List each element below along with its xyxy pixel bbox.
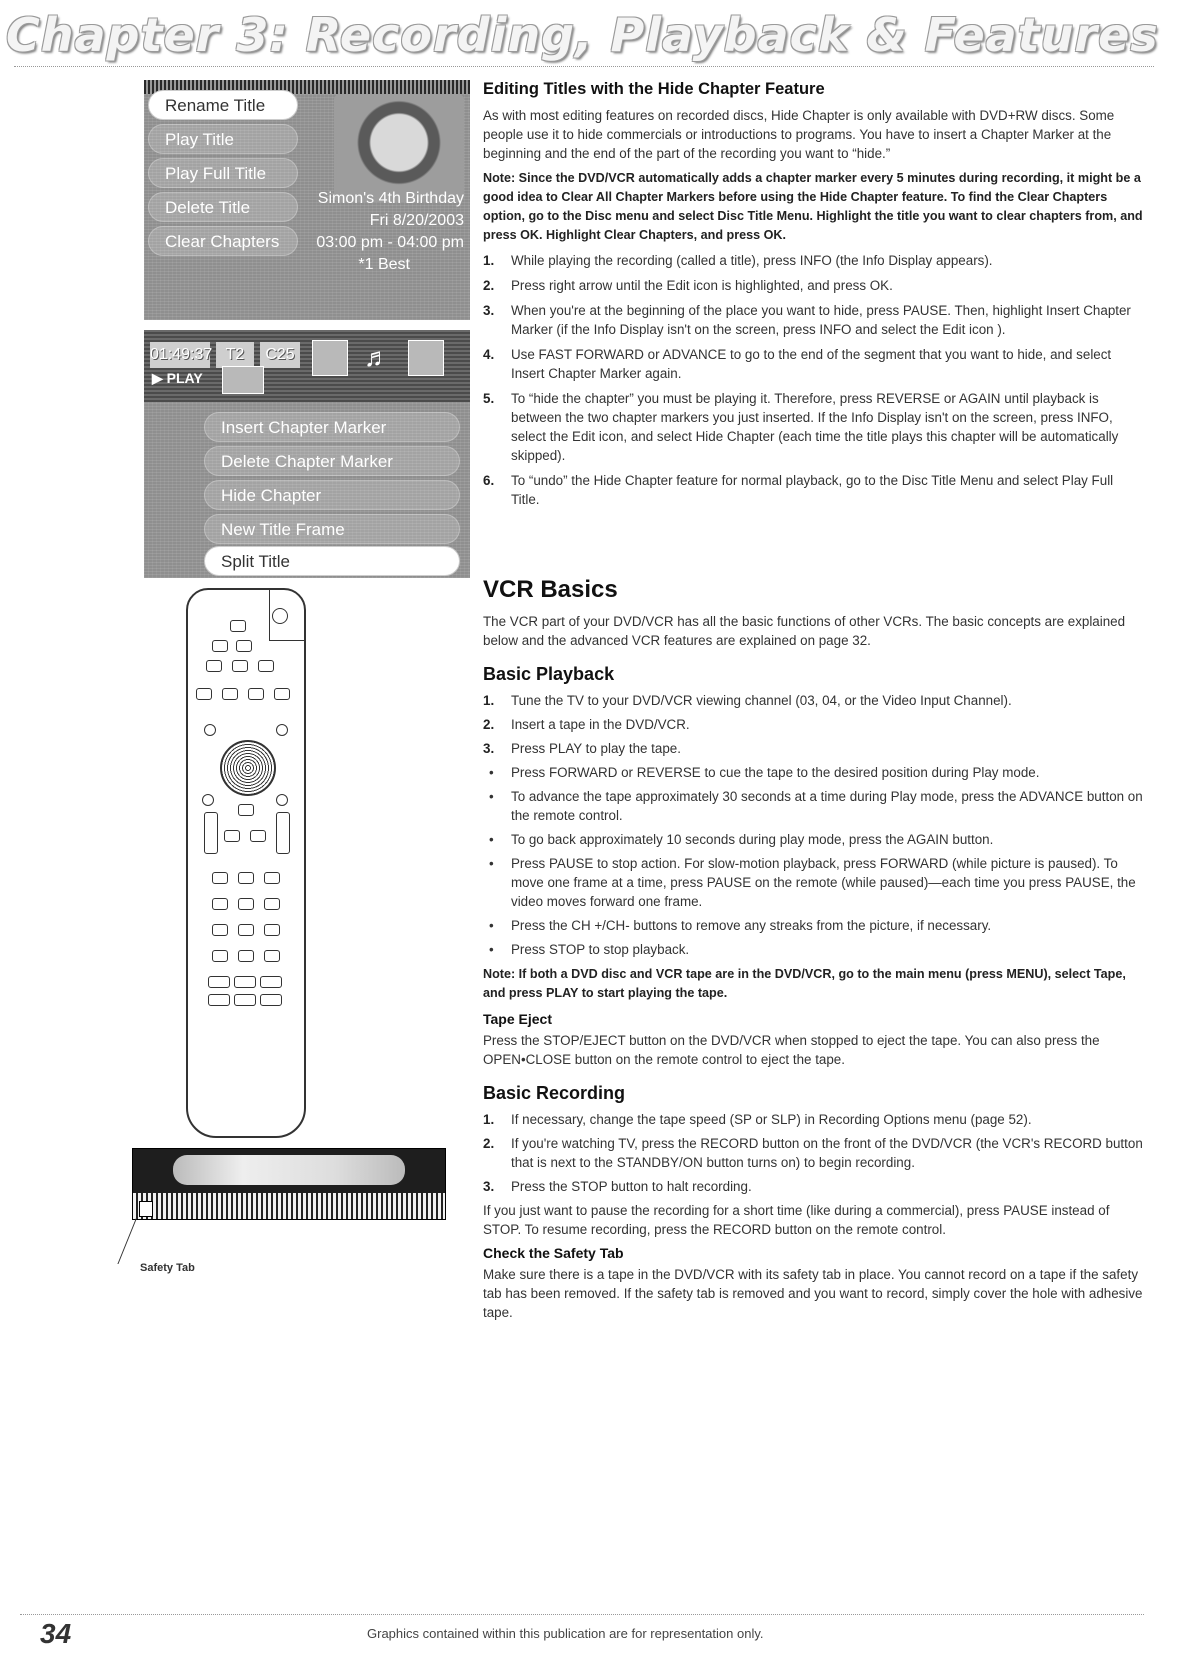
step-text: While playing the recording (called a title), press INFO (the Info Display appears). xyxy=(511,253,993,268)
list-item xyxy=(483,715,1145,734)
menu-delete-chapter-marker: Delete Chapter Marker xyxy=(204,446,460,476)
step-text: Tune the TV to your DVD/VCR viewing channel (03, 04, or the Video Input Channel). xyxy=(511,693,1012,708)
step-text: To “hide the chapter” you must be playing it. Therefore, press REVERSE or AGAIN until playback is between the two chapter markers you just inserted. If the Info Display isn't on the screen, press INFO, select the Edit icon, and select Hide Chapter (each time the title plays this chapter will be automatically skipped). xyxy=(511,391,1119,463)
editing-heading: Editing Titles with the Hide Chapter Feature xyxy=(483,80,825,98)
step-text: If necessary, change the tape speed (SP or SLP) in Recording Options menu (page 52). xyxy=(511,1112,1032,1127)
vhs-tape-illustration xyxy=(132,1148,446,1220)
title-name: Simon's 4th Birthday xyxy=(317,190,464,207)
list-item xyxy=(483,763,1145,782)
go-back-button xyxy=(250,830,266,842)
playback-note: Note: If both a DVD disc and VCR tape are in the DVD/VCR, go to the main menu (press MENU), select Tape, and press PLAY to start playing the tape. xyxy=(483,967,1126,1000)
playback-steps xyxy=(483,691,1145,758)
dpad-icon xyxy=(220,740,276,796)
analog-digital-button xyxy=(222,688,238,700)
volume-rocker xyxy=(204,812,218,854)
step-number: 2. xyxy=(483,1136,495,1151)
tv-icon xyxy=(312,340,348,376)
list-item xyxy=(483,1177,1145,1196)
bullet-icon: • xyxy=(489,789,494,804)
dvd-vcr-button xyxy=(212,640,228,652)
list-item xyxy=(483,854,1145,911)
clear-button xyxy=(204,724,216,736)
safety-text: Make sure there is a tape in the DVD/VCR with its safety tab in place. You cannot record on a tape if the safety tab has been removed. If the safety tab is removed and you want to record, simply cover the hole with adhesive tape. xyxy=(483,1267,1143,1320)
stop-button xyxy=(234,994,256,1006)
list-item xyxy=(483,691,1145,710)
safety-tab-pointer xyxy=(117,1218,157,1264)
vcr-basics-section xyxy=(483,576,1145,1322)
safety-tab-label: Safety Tab xyxy=(140,1262,195,1274)
vcr-heading: VCR Basics xyxy=(483,576,618,603)
bullet-icon: • xyxy=(489,832,494,847)
chapter-title: Chapter 3: Recording, Playback & Features xyxy=(6,8,1159,62)
remote-control-illustration xyxy=(186,588,306,1138)
step-number: 2. xyxy=(483,278,495,293)
bullet-icon: • xyxy=(489,856,494,871)
input-button xyxy=(212,950,228,962)
digit-8-button xyxy=(238,924,254,936)
portrait-image xyxy=(334,94,464,202)
step-number: 3. xyxy=(483,1179,495,1194)
tape-eject-text: Press the STOP/EJECT button on the DVD/VCR when stopped to eject the tape. You can also press the OPEN•CLOSE button on the remote control to eject the tape. xyxy=(483,1033,1100,1067)
list-item xyxy=(483,276,1145,295)
bullet-text: Press FORWARD or REVERSE to cue the tape to the desired position during Play mode. xyxy=(511,765,1040,780)
recording-steps xyxy=(483,1110,1145,1196)
bullet-icon: • xyxy=(489,918,494,933)
recording-heading: Basic Recording xyxy=(483,1083,626,1103)
step-number: 4. xyxy=(483,347,495,362)
mute-button xyxy=(224,830,240,842)
list-item xyxy=(483,739,1145,758)
step-text: Use FAST FORWARD or ADVANCE to go to the end of the segment that you want to hide, and select Insert Chapter Marker again. xyxy=(511,347,1112,381)
bullet-text: Press STOP to stop playback. xyxy=(511,942,690,957)
play-label: PLAY xyxy=(166,370,203,386)
list-item xyxy=(483,389,1145,465)
play-button xyxy=(234,976,256,988)
header-rule xyxy=(14,66,1154,67)
digit-2-button xyxy=(238,872,254,884)
edit-icon xyxy=(408,340,444,376)
digit-7-button xyxy=(212,924,228,936)
menu-play-title: Play Title xyxy=(148,124,298,154)
disc-icon xyxy=(222,366,264,394)
power-icon xyxy=(272,608,288,624)
digit-9-button xyxy=(264,924,280,936)
step-number: 2. xyxy=(483,717,495,732)
digit-5-button xyxy=(238,898,254,910)
again-button xyxy=(202,794,214,806)
cable-button xyxy=(236,640,252,652)
recording-pause-text: If you just want to pause the recording for a short time (like during a commercial), press PAUSE instead of STOP. To resume recording, press the RECORD button on the remote control. xyxy=(483,1203,1110,1237)
footer-rule xyxy=(20,1614,1144,1615)
audio-icon: ♬ xyxy=(364,342,390,372)
list-item xyxy=(483,471,1145,509)
bullet-text: Press the CH +/CH- buttons to remove any streaks from the picture, if necessary. xyxy=(511,918,992,933)
list-item xyxy=(483,1110,1145,1129)
menu-rename-title: Rename Title xyxy=(148,90,298,120)
digit-4-button xyxy=(212,898,228,910)
menu-play-full-title: Play Full Title xyxy=(148,158,298,188)
safety-tab-marker xyxy=(139,1201,153,1217)
bullet-icon: • xyxy=(489,942,494,957)
editing-note: Note: Since the DVD/VCR automatically adds a chapter marker every 5 minutes during recording, it might be a good idea to Clear All Chapter Markers before using the Hide Chapter feature. To find the Clear Chapters option, go to the Disc menu and select Disc Title Menu. Highlight the title you want to clear chapters from, and press OK. Highlight Clear Chapters, and press OK. xyxy=(483,171,1143,242)
digit-0-button xyxy=(238,950,254,962)
step-text: When you're at the beginning of the place you want to hide, press PAUSE. Then, highlight Insert Chapter Marker (if the Info Display isn't on the screen, press INFO and select the Edit icon ). xyxy=(511,303,1131,337)
list-item xyxy=(483,1134,1145,1172)
menu-new-title-frame: New Title Frame xyxy=(204,514,460,544)
play-indicator: ▶ PLAY xyxy=(152,370,203,386)
menu-clear-chapters: Clear Chapters xyxy=(148,226,298,256)
forward-button xyxy=(260,976,282,988)
step-text: If you're watching TV, press the RECORD button on the front of the DVD/VCR (the VCR's RECORD button that is next to the STANDBY/ON button turns on) to begin recording. xyxy=(511,1136,1143,1170)
menu-delete-title: Delete Title xyxy=(148,192,298,222)
zoom-button xyxy=(196,688,212,700)
step-number: 5. xyxy=(483,391,495,406)
list-item xyxy=(483,345,1145,383)
bullet-text: To advance the tape approximately 30 seconds at a time during Play mode, press the ADVANCE button on the remote control. xyxy=(511,789,1143,823)
channel-rocker xyxy=(276,812,290,854)
menu-hide-chapter: Hide Chapter xyxy=(204,480,460,510)
footer-note: Graphics contained within this publication are for representation only. xyxy=(367,1626,764,1641)
audio-button xyxy=(258,660,274,672)
record-button xyxy=(208,994,230,1006)
step-number: 3. xyxy=(483,303,495,318)
sat-button xyxy=(206,660,222,672)
step-number: 1. xyxy=(483,253,495,268)
editing-steps xyxy=(483,251,1145,509)
title-menu-screenshot xyxy=(144,80,470,320)
tape-eject-heading: Tape Eject xyxy=(483,1011,552,1027)
page-number: 34 xyxy=(40,1618,72,1649)
editing-intro: As with most editing features on recorded discs, Hide Chapter is only available with DVD+RW discs. Some people use it to hide commercials or introductions to programs. You have to insert a Chapter Marker at the beginning and the end of the part of the recording you want to “hide.” xyxy=(483,108,1115,161)
audio-button-2 xyxy=(274,688,290,700)
list-item xyxy=(483,830,1145,849)
list-item xyxy=(483,940,1145,959)
step-text: To “undo” the Hide Chapter feature for normal playback, go to the Disc Title Menu and select Play Full Title. xyxy=(511,473,1114,507)
chapter-number: C25 xyxy=(260,342,300,368)
step-text: Press the STOP button to halt recording. xyxy=(511,1179,752,1194)
bullet-text: Press PAUSE to stop action. For slow-motion playback, press FORWARD (while picture is paused). To move one frame at a time, press PAUSE on the remote (while paused)—each time you press PAUSE, the video moves forward one frame. xyxy=(511,856,1136,909)
pause-button xyxy=(260,994,282,1006)
live-button xyxy=(238,804,254,816)
safety-heading: Check the Safety Tab xyxy=(483,1245,624,1261)
menu-insert-chapter-marker: Insert Chapter Marker xyxy=(204,412,460,442)
tape-window xyxy=(173,1155,405,1185)
editing-section xyxy=(483,80,1145,509)
bullet-text: To go back approximately 10 seconds during play mode, press the AGAIN button. xyxy=(511,832,994,847)
menu-button xyxy=(276,724,288,736)
playback-bullets xyxy=(483,763,1145,959)
list-item xyxy=(483,916,1145,935)
step-text: Press right arrow until the Edit icon is highlighted, and press OK. xyxy=(511,278,893,293)
title-date: Fri 8/20/2003 xyxy=(369,212,464,229)
digit-6-button xyxy=(264,898,280,910)
tv-button xyxy=(230,620,246,632)
step-number: 3. xyxy=(483,741,495,756)
advance-button xyxy=(276,794,288,806)
step-number: 1. xyxy=(483,1112,495,1127)
digit-1-button xyxy=(212,872,228,884)
digit-3-button xyxy=(264,872,280,884)
reverse-button xyxy=(208,976,230,988)
antenna-button xyxy=(264,950,280,962)
step-text: Insert a tape in the DVD/VCR. xyxy=(511,717,690,732)
vcr-intro: The VCR part of your DVD/VCR has all the basic functions of other VCRs. The basic concepts are explained below and the advanced VCR features are explained on page 32. xyxy=(483,614,1126,648)
step-number: 1. xyxy=(483,693,495,708)
bullet-icon: • xyxy=(489,765,494,780)
edit-menu-screenshot xyxy=(144,330,470,578)
step-number: 6. xyxy=(483,473,495,488)
list-item xyxy=(483,301,1145,339)
title-number: T2 xyxy=(216,342,254,368)
menu-split-title: Split Title xyxy=(204,546,460,576)
step-text: Press PLAY to play the tape. xyxy=(511,741,681,756)
aux-button xyxy=(232,660,248,672)
elapsed-time: 01:49:37 xyxy=(150,342,210,368)
list-item xyxy=(483,251,1145,270)
title-quality: *1 Best xyxy=(358,256,410,273)
title-time: 03:00 pm - 04:00 pm xyxy=(316,234,464,251)
tape-label-strip xyxy=(133,1193,445,1219)
open-close-button xyxy=(248,688,264,700)
list-item xyxy=(483,787,1145,825)
playback-heading: Basic Playback xyxy=(483,664,615,684)
